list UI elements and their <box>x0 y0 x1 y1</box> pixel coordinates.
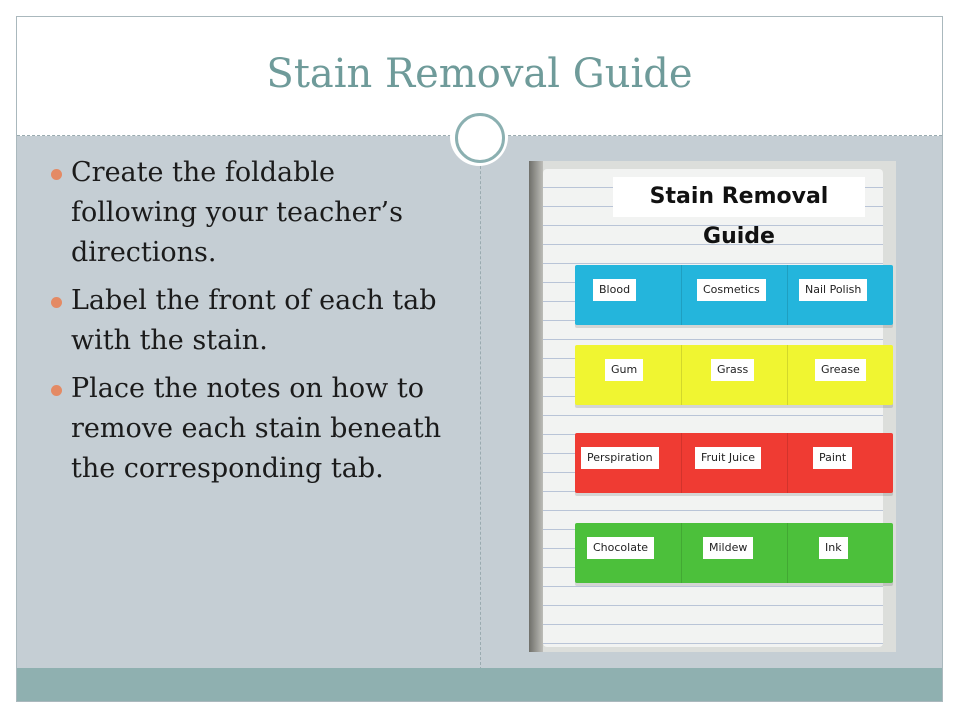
foldable-strip <box>575 523 893 583</box>
tab-separator <box>787 433 788 493</box>
tab-label: Grease <box>815 359 866 381</box>
bullet-text: Place the notes on how to remove each stain beneath the corresponding tab. <box>71 373 442 484</box>
tab-separator <box>681 345 682 405</box>
foldable-strip <box>575 345 893 405</box>
tab-label: Grass <box>711 359 754 381</box>
tab-label: Chocolate <box>587 537 654 559</box>
column-divider <box>480 136 481 670</box>
bullet-item <box>47 369 467 489</box>
tab-label: Cosmetics <box>697 279 766 301</box>
tab-label: Mildew <box>703 537 753 559</box>
bullet-icon <box>51 169 62 180</box>
slide-title: Stain Removal Guide <box>266 51 693 97</box>
tab-separator <box>681 523 682 583</box>
tab-separator <box>787 345 788 405</box>
notebook-binding <box>529 161 543 652</box>
foldable-strip <box>575 433 893 493</box>
notebook-page <box>543 169 883 647</box>
bullet-text: Label the front of each tab with the stain. <box>71 285 437 356</box>
bullet-icon <box>51 297 62 308</box>
tab-label: Ink <box>819 537 848 559</box>
tab-separator <box>787 265 788 325</box>
photo-heading: Stain Removal Guide <box>613 177 865 217</box>
tab-label: Paint <box>813 447 852 469</box>
bullet-list <box>47 153 467 497</box>
bullet-text: Create the foldable following your teacher’s directions. <box>71 157 403 268</box>
bullet-icon <box>51 385 62 396</box>
tab-separator <box>681 265 682 325</box>
tab-separator <box>787 523 788 583</box>
foldable-photo <box>529 161 896 652</box>
tab-label: Nail Polish <box>799 279 867 301</box>
tab-label: Perspiration <box>581 447 659 469</box>
bullet-item <box>47 281 467 361</box>
tab-label: Blood <box>593 279 636 301</box>
tab-label: Gum <box>605 359 643 381</box>
tab-label: Fruit Juice <box>695 447 761 469</box>
slide <box>16 16 943 702</box>
bullet-item <box>47 153 467 273</box>
foldable-strip <box>575 265 893 325</box>
tab-separator <box>681 433 682 493</box>
footer-band <box>17 668 942 701</box>
